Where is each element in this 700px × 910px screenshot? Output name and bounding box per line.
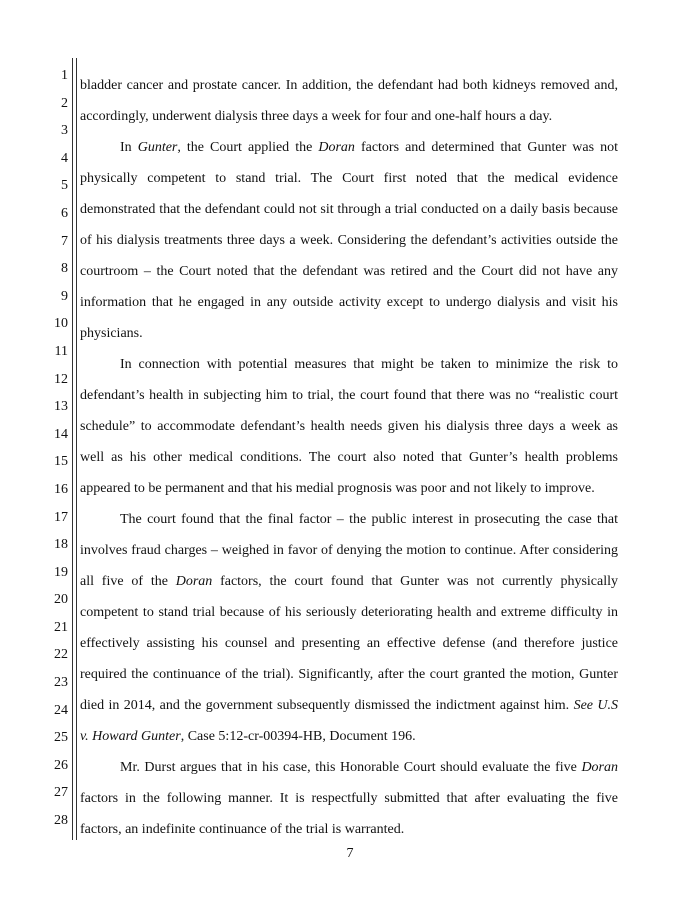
text-segment: In — [120, 140, 138, 155]
document-body — [80, 70, 618, 845]
line-number: 1 — [61, 68, 68, 83]
line-number: 23 — [54, 675, 68, 691]
text-segment: , the Court applied the — [177, 140, 319, 155]
line-number: 16 — [54, 481, 68, 497]
line-number: 20 — [54, 592, 68, 608]
line-number: 26 — [54, 757, 68, 773]
line-number: 10 — [54, 316, 68, 332]
text-segment: Mr. Durst argues that in his case, this Honorable Court should evaluate the five — [120, 760, 582, 775]
line-number: 18 — [54, 537, 68, 553]
italic-text: Doran — [581, 760, 618, 775]
text-segment: , Case 5:12-cr-00394-HB, Document 196. — [180, 729, 416, 744]
text-segment: The court found that the final factor – the public interest in prosecuting the case that involves fraud charges – weighed in favor of denying the motion to continue. After considering all five of the — [80, 512, 618, 589]
text-segment: factors in the following manner. It is respectfully submitted that after evaluating the five factors, an indefinite continuance of the trial is warranted. — [80, 791, 618, 837]
italic-text: See U.S v. Howard Gunter — [80, 698, 618, 744]
paragraph — [80, 132, 618, 349]
line-number: 8 — [61, 261, 68, 277]
line-number-column — [40, 62, 68, 835]
line-number: 15 — [54, 454, 68, 470]
line-number: 24 — [54, 702, 68, 718]
text-segment: bladder cancer and prostate cancer. In addition, the defendant had both kidneys removed and, accordingly, underwent dialysis three days a week for four and one-half hours a day. — [80, 78, 618, 124]
text-segment: factors and determined that Gunter was not physically competent to stand trial. The Court first noted that the medical evidence demonstrated that the defendant could not sit through a trial conducted on a daily basis because of his dialysis treatments three days a week. Considering the defendant’s activities outside the courtroom – the Court noted that the defendant was retired and the Court did not have any information that he engaged in any outside activity except to undergo dialysis and visit his physicians. — [80, 140, 618, 341]
line-number: 17 — [54, 509, 68, 525]
line-number: 13 — [54, 399, 68, 415]
italic-text: Doran — [175, 574, 213, 589]
paragraph — [80, 70, 618, 132]
line-number: 14 — [54, 426, 68, 442]
line-number: 5 — [61, 178, 68, 194]
line-number: 19 — [54, 564, 68, 580]
text-segment: factors, the court found that Gunter was not currently physically competent to stand trial because of his seriously deteriorating health and extreme difficulty in effectively assisting his counsel and presenting an effective defense (and therefore justice required the continuance of the trial). Significantly, after the court granted the motion, Gunter died in 2014, and the government subsequently dismissed the indictment against him. — [80, 574, 618, 713]
italic-text: Doran — [318, 140, 355, 155]
italic-text: Gunter — [137, 140, 178, 155]
page-number: 7 — [346, 846, 354, 861]
paragraph — [80, 349, 618, 504]
paragraph — [80, 504, 618, 752]
line-number: 4 — [61, 150, 68, 166]
line-number: 3 — [61, 123, 68, 139]
line-number: 22 — [54, 647, 68, 663]
line-number: 9 — [61, 288, 68, 304]
paragraph — [80, 752, 618, 845]
line-number: 2 — [61, 95, 68, 111]
line-number: 7 — [61, 233, 68, 249]
margin-rule-left — [72, 58, 73, 840]
margin-rule-right — [76, 58, 77, 840]
line-number: 6 — [61, 205, 68, 221]
line-number: 25 — [54, 730, 68, 746]
line-number: 21 — [54, 619, 68, 635]
line-number: 27 — [54, 785, 68, 801]
text-segment: In connection with potential measures that might be taken to minimize the risk to defendant’s health in subjecting him to trial, the court found that there was no “realistic court schedule” to accommodate defendant’s health needs given his dialysis three days a week as well as his other medical conditions. The court also noted that Gunter’s health problems appeared to be permanent and that his medial prognosis was poor and not likely to improve. — [80, 357, 618, 496]
line-number: 11 — [54, 343, 68, 359]
line-number: 12 — [54, 371, 68, 387]
line-number: 28 — [54, 813, 68, 829]
